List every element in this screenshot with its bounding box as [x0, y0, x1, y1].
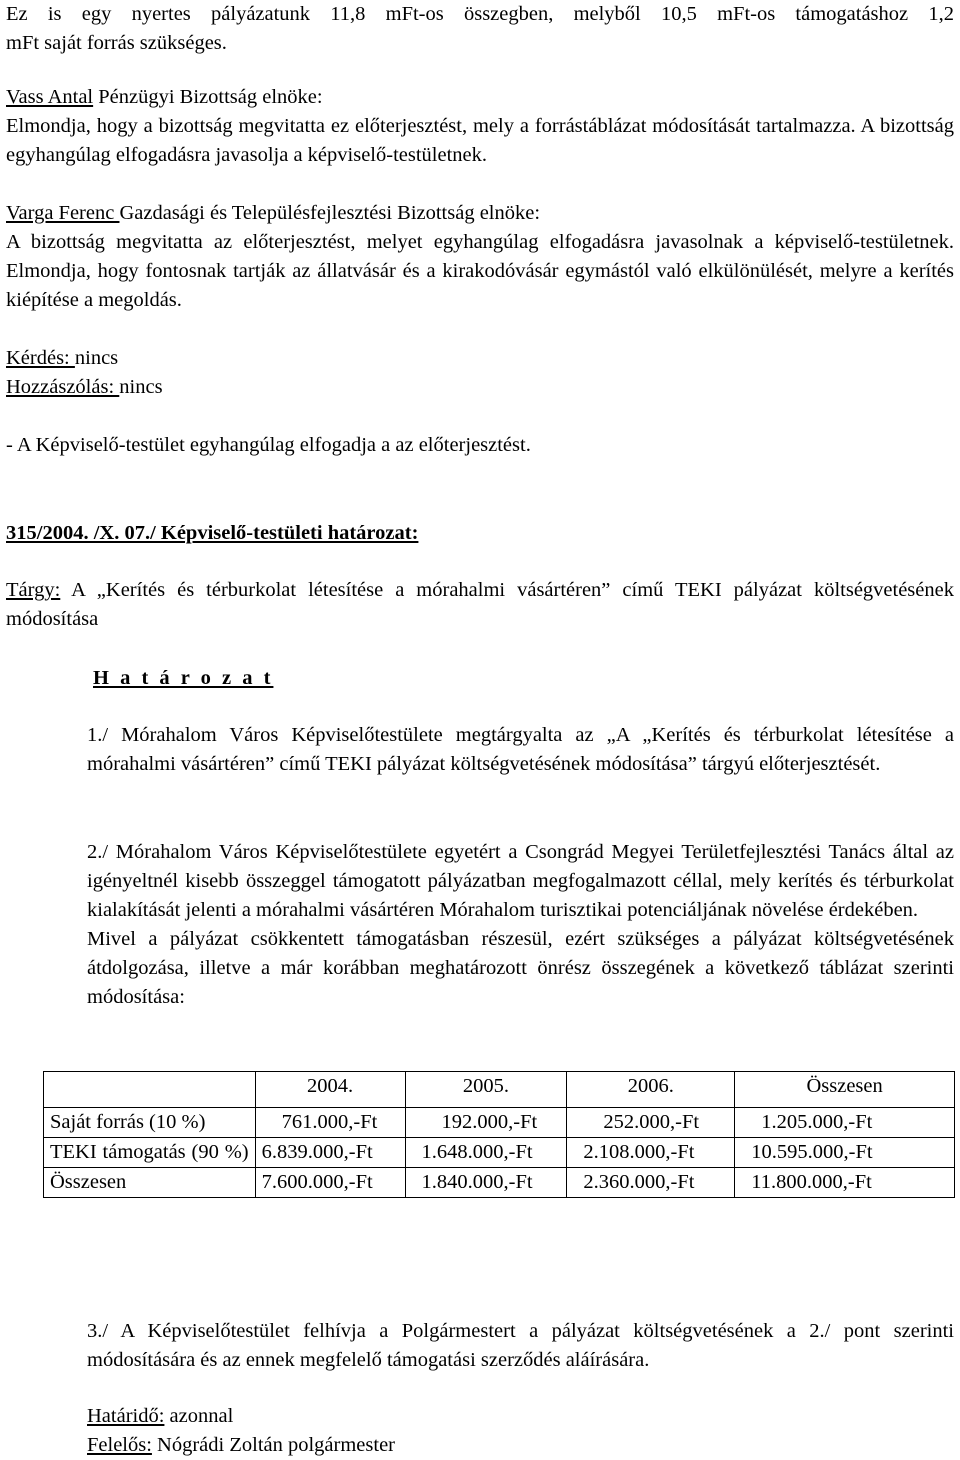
table-header-cell: 2004.: [255, 1072, 405, 1108]
table-cell: 761.000,-Ft: [255, 1108, 405, 1138]
deadline-label: Határidő:: [87, 1405, 165, 1427]
point-1: [87, 721, 954, 779]
varga-text: A bizottság megvitatta az előterjesztést, melyet egyhangúlag elfogadásra javasolnak a képviselő-testületnek. Elmondja, hogy fontosnak tartják az állatvásár és a kirakodóvásár egymástól való elkülönülését, melyre a kerítés kiépítése a megoldás.: [6, 231, 954, 311]
deadline-line: [87, 1402, 395, 1431]
table-cell: 7.600.000,-Ft: [255, 1168, 405, 1198]
table-header-cell: 2006.: [567, 1072, 735, 1108]
comment-line: [6, 373, 954, 402]
subject-label: Tárgy:: [6, 579, 61, 601]
question-label: Kérdés:: [6, 347, 75, 369]
resolution-heading: H a t á r o z a t: [93, 667, 274, 689]
table-row: [44, 1168, 955, 1198]
point-3-text: 3./ A Képviselőtestület felhívja a Polgármestert a pályázat költségvetésének a 2./ pont szerinti módosítására és az ennek megfelelő támogatási szerződés aláírására.: [87, 1320, 954, 1371]
table-cell: 192.000,-Ft: [405, 1108, 567, 1138]
intro-line-1: Ez is egy nyertes pályázatunk 11,8 mFt-os összegben, melyből 10,5 mFt-os támogatáshoz 1,2: [6, 3, 954, 25]
row-label: Összesen: [44, 1168, 256, 1198]
comment-label: Hozzászólás:: [6, 376, 120, 398]
point-1-text: 1./ Mórahalom Város Képviselőtestülete megtárgyalta az „A „Kerítés és térburkolat létesítése a mórahalmi vásártéren” című TEKI pályázat költségvetésének módosítása” tárgyú előterjesztését.: [87, 724, 954, 775]
responsible-line: [87, 1431, 395, 1460]
table-cell: 1.648.000,-Ft: [405, 1138, 567, 1168]
point-2-text: 2./ Mórahalom Város Képviselőtestülete egyetért a Csongrád Megyei Területfejlesztési Tanács által az igényeltnél kisebb összeggel támogatott pályázatban megfogalmazott céllal, mely kerítés és térburkolat kialakítását jelenti a mórahalmi vásártéren Mórahalom turisztikai potenciáljának növelése érdekében.: [87, 841, 954, 921]
row-label: Saját forrás (10 %): [44, 1108, 256, 1138]
subject-value: A „Kerítés és térburkolat létesítése a mórahalmi vásártéren” című TEKI pályázat költségvetésének módosítása: [6, 579, 954, 630]
question-line: [6, 344, 954, 373]
table-header-cell: Összesen: [735, 1072, 955, 1108]
question-value: nincs: [74, 347, 119, 369]
accepted-line: - A Képviselő-testület egyhangúlag elfogadja a az előterjesztést.: [6, 434, 531, 456]
varga-statement: [6, 199, 954, 315]
row-label: TEKI támogatás (90 %): [44, 1138, 256, 1168]
intro-line-2: mFt saját forrás szükséges.: [6, 32, 227, 54]
varga-role: Gazdasági és Településfejlesztési Bizottság elnöke:: [119, 202, 541, 224]
table-row: [44, 1108, 955, 1138]
varga-name: Varga Ferenc: [6, 202, 120, 224]
deadline-value: azonnal: [164, 1405, 234, 1427]
subject-text: [6, 576, 954, 634]
vass-heading: [6, 83, 954, 112]
intro-paragraph: [6, 0, 954, 58]
qa-block: [6, 344, 954, 402]
table-cell: 2.360.000,-Ft: [567, 1168, 735, 1198]
varga-heading: [6, 199, 954, 228]
point-2: [87, 838, 954, 1012]
vass-text: Elmondja, hogy a bizottság megvitatta ez előterjesztést, mely a forrástáblázat módosítását tartalmazza. A bizottság egyhangúlag elfogadásra javasolja a képviselő-testületnek.: [6, 115, 954, 166]
footer-block: [87, 1402, 395, 1460]
resolution-number: 315/2004. /X. 07./ Képviselő-testületi határozat:: [6, 522, 419, 544]
table-cell: 252.000,-Ft: [567, 1108, 735, 1138]
table-cell: 2.108.000,-Ft: [567, 1138, 735, 1168]
vass-name: Vass Antal: [6, 86, 94, 108]
table-cell: 11.800.000,-Ft: [735, 1168, 955, 1198]
vass-role: Pénzügyi Bizottság elnöke:: [93, 86, 323, 108]
table-cell: 6.839.000,-Ft: [255, 1138, 405, 1168]
budget-table: [43, 1071, 955, 1198]
responsible-label: Felelős:: [87, 1434, 152, 1456]
table-header-cell: 2005.: [405, 1072, 567, 1108]
comment-value: nincs: [119, 376, 163, 398]
vass-statement: [6, 83, 954, 170]
table-header-row: [44, 1072, 955, 1108]
table-cell: 1.205.000,-Ft: [735, 1108, 955, 1138]
responsible-value: Nógrádi Zoltán polgármester: [151, 1434, 395, 1456]
table-header-cell: [44, 1072, 256, 1108]
point-2-continuation: Mivel a pályázat csökkentett támogatásban részesül, ezért szükséges a pályázat költségvetésének átdolgozása, illetve a már korábban meghatározott önrész összegének a következő táblázat szerinti módosítása:: [87, 928, 954, 1008]
table-row: [44, 1138, 955, 1168]
point-3: [87, 1317, 954, 1375]
table-cell: 1.840.000,-Ft: [405, 1168, 567, 1198]
subject-block: [6, 576, 954, 634]
table-cell: 10.595.000,-Ft: [735, 1138, 955, 1168]
